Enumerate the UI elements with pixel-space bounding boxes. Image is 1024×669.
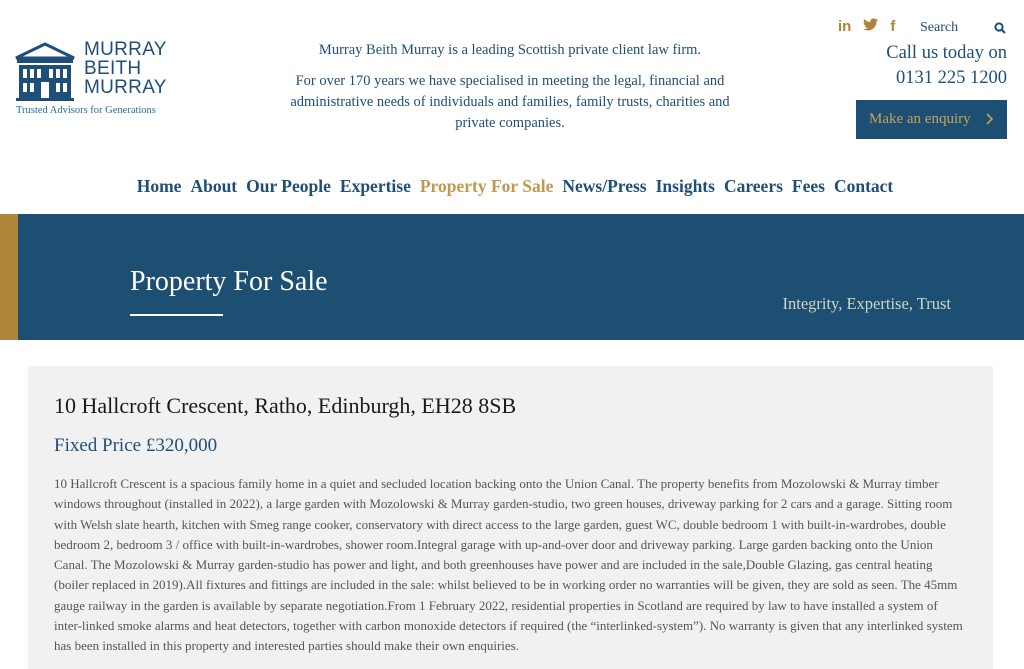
main-nav xyxy=(0,176,1024,197)
nav-property-for-sale[interactable]: Property For Sale xyxy=(419,176,554,196)
search-icon[interactable] xyxy=(994,22,1006,34)
search-input[interactable] xyxy=(920,20,984,36)
make-enquiry-button[interactable] xyxy=(856,100,1007,139)
nav-careers[interactable]: Careers xyxy=(723,176,783,196)
property-price: Fixed Price £320,000 xyxy=(54,435,218,456)
nav-our-people[interactable]: Our People xyxy=(246,176,331,196)
twitter-icon[interactable] xyxy=(863,18,878,35)
logo-line-2: BEITH xyxy=(84,58,142,79)
property-listing xyxy=(28,366,993,669)
page-title: Property For Sale xyxy=(130,266,328,297)
title-underline xyxy=(130,314,223,316)
banner-motto: Integrity, Expertise, Trust xyxy=(782,294,951,313)
nav-expertise[interactable]: Expertise xyxy=(339,176,411,196)
logo-line-3: MURRAY xyxy=(84,77,167,98)
facebook-icon[interactable]: f xyxy=(890,18,896,35)
property-description: 10 Hallcroft Crescent is a spacious family home in a quiet and secluded location backing onto the Union Canal. The property benefits from Mozolowski & Murray timber windows throughout (installed in 2022), a large garden with Mozolowski & Murray garden-studio, two green houses, driveway parking for 2 cars and a garage. Sitting room with Welsh slate hearth, kitchen with Smeg range cooker, conservatory with direct access to the large garden, guest WC, double bedroom 1 with built-in-wardrobes, double bedroom 2, bedroom 3 / office with built-in-wardrobes, shower room.Integral garage with up-and-over door and driveway parking. Large garden backing onto the Union Canal. The Mozolowski & Murray garden-studio has power and light, and both greenhouses have power and are included in the sale,Double Glazing, gas central heating (boiler replaced in 2019).All fixtures and fittings are included in the sale: whilst believed to be in working order no warranties will be given, they are sold as seen. The 45mm gauge railway in the garden is available by separate negotiation.From 1 February 2022, residential properties in Scotland are required by law to have installed a system of inter-linked smoke alarms and heat detectors, together with carbon monoxide detectors if required (the “interlinked-system”). No warranty is given that any interlinked system has been installed in this property and interested parties should make their own enquiries. xyxy=(54,476,963,654)
intro-line-2: For over 170 years we have specialised in meeting the legal, financial and administrative needs of individuals and families, family trusts, charities and private companies. xyxy=(290,73,730,131)
logo-wordmark xyxy=(84,40,167,97)
nav-fees[interactable]: Fees xyxy=(791,176,825,196)
logo-tagline: Trusted Advisors for Generations xyxy=(16,105,156,116)
nav-insights[interactable]: Insights xyxy=(655,176,715,196)
page-banner xyxy=(0,214,1024,340)
intro-text xyxy=(290,40,730,134)
nav-contact[interactable]: Contact xyxy=(833,176,894,196)
site-logo[interactable] xyxy=(14,40,184,120)
phone-number[interactable]: 0131 225 1200 xyxy=(896,68,1007,88)
property-address: 10 Hallcroft Crescent, Ratho, Edinburgh, EH28 8SB xyxy=(54,393,517,418)
linkedin-icon[interactable]: in xyxy=(838,18,852,35)
nav-news-press[interactable]: News/Press xyxy=(562,176,647,196)
search-box[interactable] xyxy=(920,18,1006,38)
social-links xyxy=(838,18,895,35)
nav-home[interactable]: Home xyxy=(136,176,182,196)
chevron-right-icon xyxy=(985,111,995,127)
call-us xyxy=(886,41,1007,91)
logo-line-1: MURRAY xyxy=(84,39,167,60)
make-enquiry-label: Make an enquiry xyxy=(869,111,971,127)
intro-line-1: Murray Beith Murray is a leading Scottish private client law firm. xyxy=(318,42,702,58)
building-logo-icon xyxy=(14,42,76,102)
banner-accent-bar xyxy=(0,214,18,340)
call-us-label: Call us today on xyxy=(886,43,1007,63)
nav-about[interactable]: About xyxy=(190,176,238,196)
